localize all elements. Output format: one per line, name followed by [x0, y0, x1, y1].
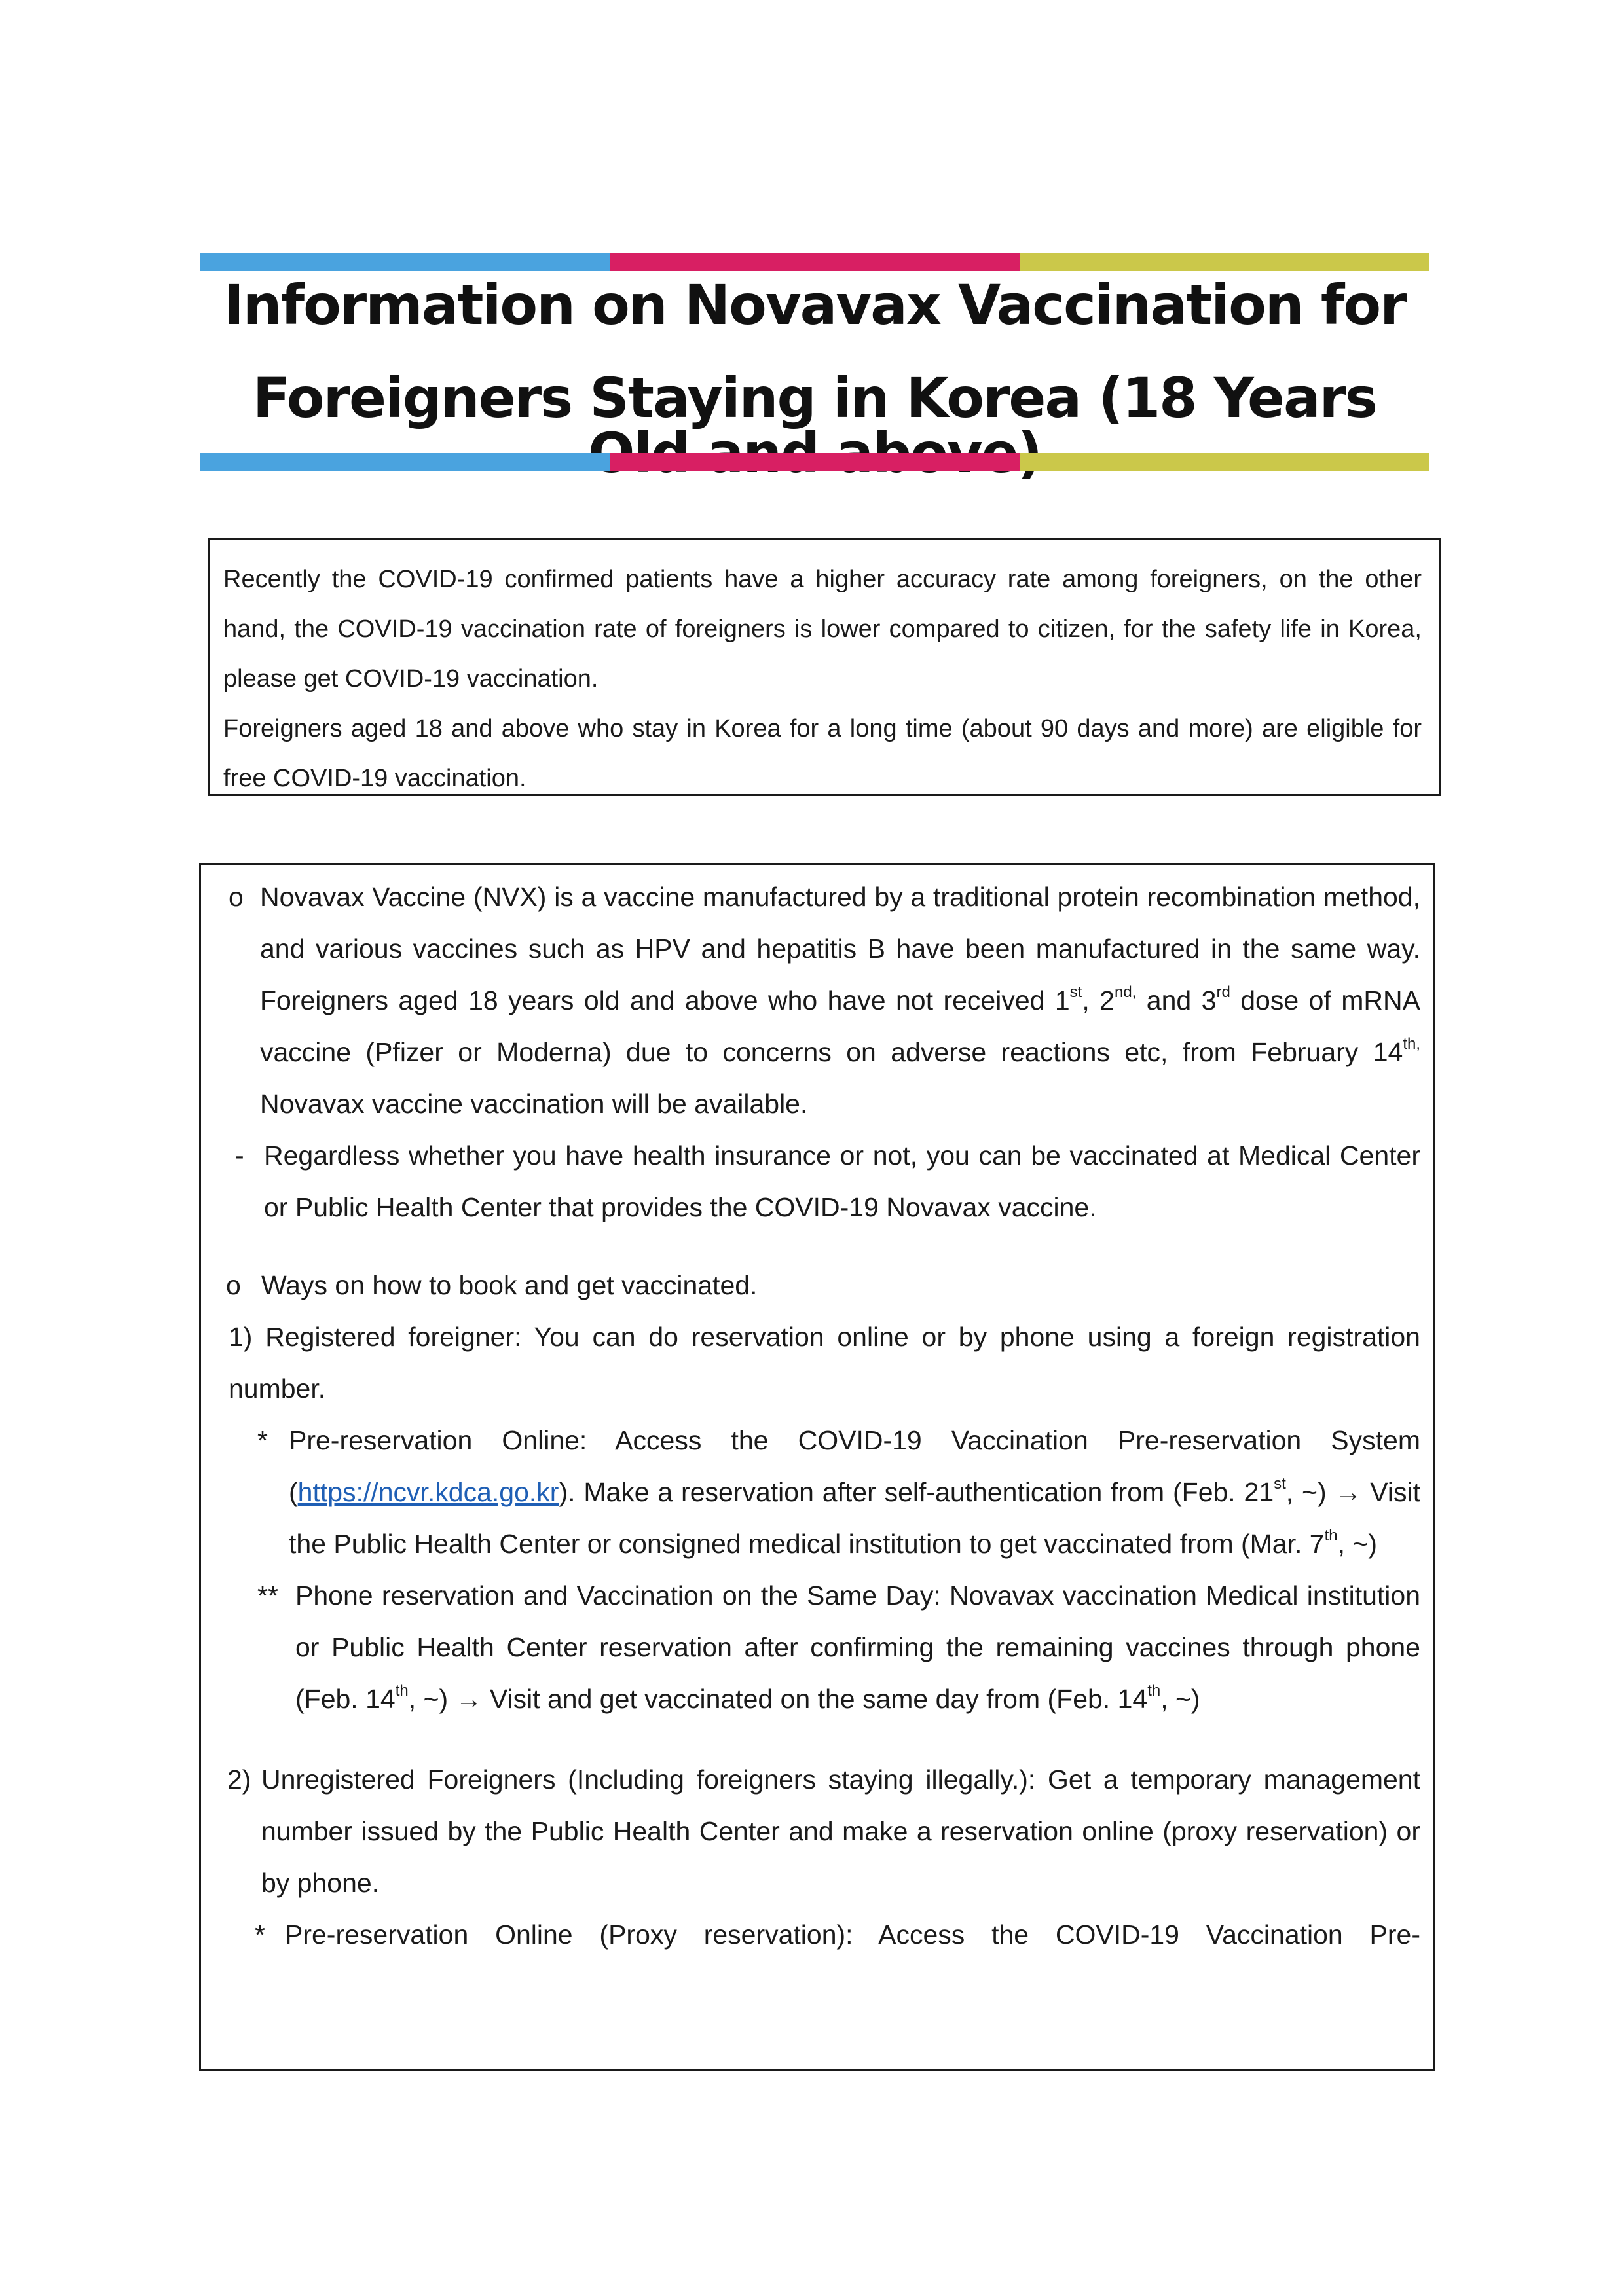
color-bar-red-segment	[610, 253, 1019, 271]
bottom-color-bar	[200, 453, 1429, 471]
intro-paragraph-1: Recently the COVID-19 confirmed patients have a higher accuracy rate among foreigners, on the other hand, the COVID-19 vaccination rate of foreigners is lower compared to citizen, for the safety life in Korea, please get COVID-19 vaccination.	[223, 566, 1422, 693]
color-bar-blue-segment	[200, 253, 610, 271]
item-number: 2)	[227, 1764, 251, 1795]
color-bar-red-segment	[610, 453, 1019, 471]
page-title-line-2: Foreigners Staying in Korea (18 Years	[252, 366, 1377, 430]
proxy-reservation-item: * Pre-reservation Online (Proxy reservation): Access the COVID-19 Vaccination Pre-	[201, 1909, 1420, 1961]
novavax-description: o Novavax Vaccine (NVX) is a vaccine manufactured by a traditional protein recombination method, and various vaccines such as HPV and hepatitis B have been manufactured in the same way. Foreigners aged 18 years old and above who have not received 1st, $2^{nd,}$ and 3rd dose of mRNA vaccine (Pfizer or Moderna) due to concerns on adverse reactions etc, from February $14^{th,}$ Novavax vaccine vaccination will be available.	[201, 871, 1420, 1130]
insurance-note: - Regardless whether you have health insurance or not, you can be vaccinated at Medical Center or Public Health Center that provides the COVID-19 Novavax vaccine.	[201, 1130, 1420, 1233]
page-title-line-1: Information on Novavax Vaccination for	[223, 273, 1406, 337]
color-bar-blue-segment	[200, 453, 610, 471]
dash-marker: -	[235, 1140, 244, 1171]
reservation-system-link[interactable]: https://ncvr.kdca.go.kr	[297, 1477, 559, 1507]
bullet-marker: o	[226, 1270, 241, 1300]
intro-notice-box	[208, 538, 1441, 796]
vaccination-info-box	[199, 863, 1435, 2071]
bullet-marker: o	[229, 882, 244, 912]
asterisk-marker: *	[257, 1425, 268, 1455]
color-bar-yellow-segment	[1020, 453, 1429, 471]
registered-foreigner-item: 1) Registered foreigner: You can do reservation online or by phone using a foreign registration number.	[229, 1322, 1420, 1404]
intro-paragraph-2: Foreigners aged 18 and above who stay in Korea for a long time (about 90 days and more) are eligible for free COVID-19 vaccination.	[223, 715, 1422, 792]
online-reservation-item: * Pre-reservation Online: Access the COVID-19 Vaccination Pre-reservation System (https://ncvr.kdca.go.kr). Make a reservation after self-authentication from (Feb. 21st, ~) → Visit the Public Health Center or consigned medical institution to get vaccinated from (Mar. 7th, ~)	[201, 1415, 1420, 1570]
double-asterisk-marker: **	[257, 1580, 278, 1611]
phone-reservation-item: ** Phone reservation and Vaccination on the Same Day: Novavax vaccination Medical institution or Public Health Center reservation after confirming the remaining vaccines through phone (Feb. 14th, ~) → Visit and get vaccinated on the same day from (Feb. 14th, ~)	[201, 1570, 1420, 1725]
booking-heading: o Ways on how to book and get vaccinated.	[201, 1260, 1420, 1311]
asterisk-marker: *	[255, 1920, 265, 1950]
top-color-bar	[200, 253, 1429, 271]
color-bar-yellow-segment	[1020, 253, 1429, 271]
unregistered-foreigner-item: 2) Unregistered Foreigners (Including foreigners staying illegally.): Get a temporary management number issued by the Public Health Center and make a reservation online (proxy reservation) or by phone.	[201, 1754, 1420, 1909]
